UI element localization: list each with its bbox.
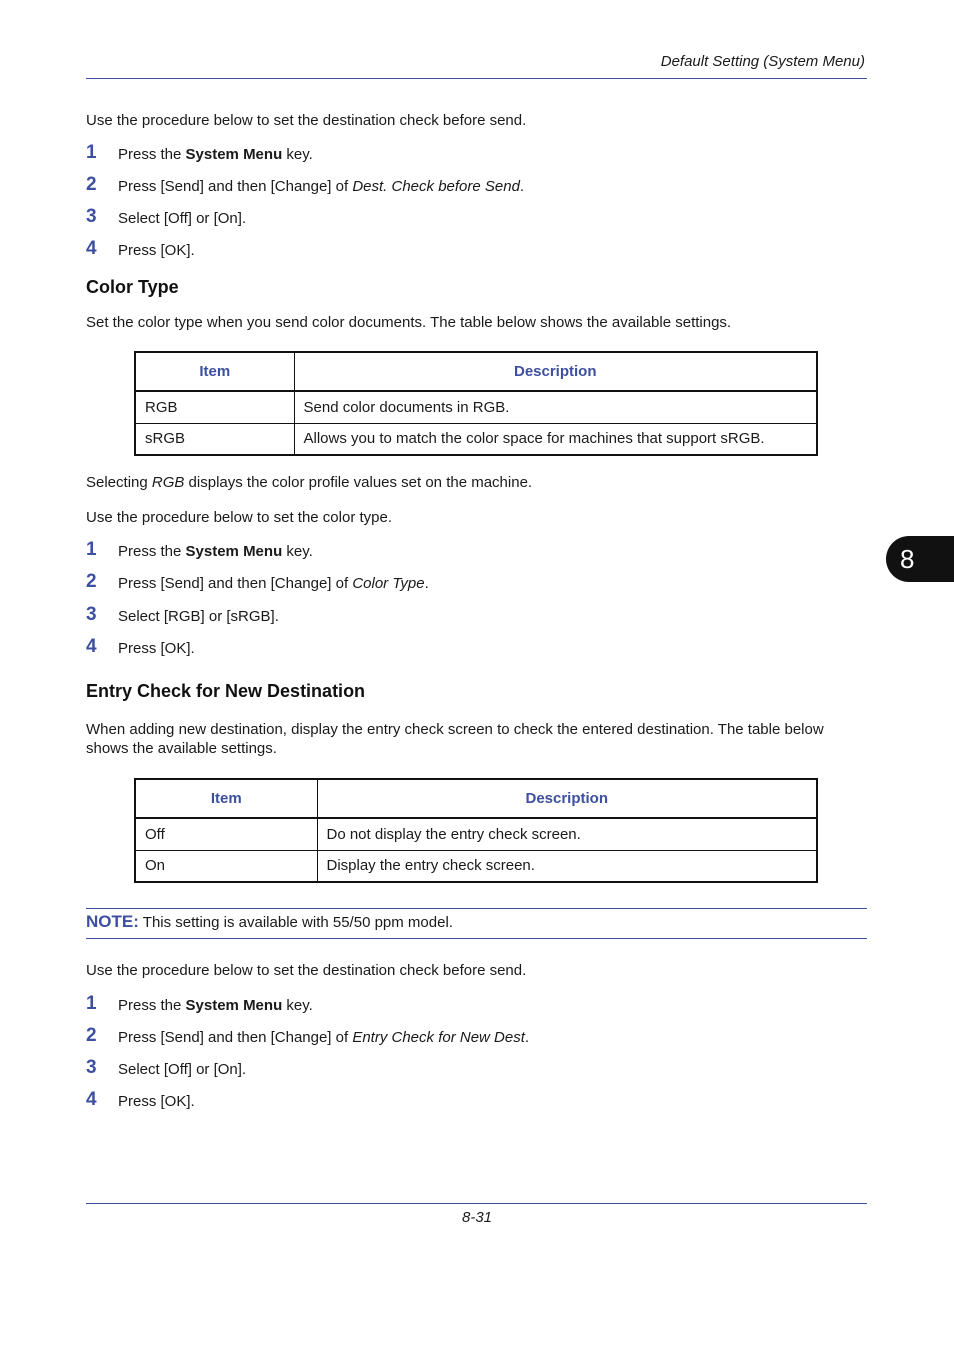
entry-check-table — [134, 778, 818, 883]
step-text: Press [OK]. — [118, 242, 195, 259]
color-type-table — [134, 351, 818, 456]
column-header-description: Description — [294, 352, 817, 391]
rgb-note-paragraph: Selecting RGB displays the color profile values set on the machine. — [86, 474, 533, 491]
step-text: Press the System Menu key. — [118, 997, 313, 1014]
column-header-item: Item — [135, 779, 317, 818]
step-number: 3 — [86, 604, 97, 625]
step-number: 4 — [86, 1089, 97, 1110]
column-header-description: Description — [317, 779, 817, 818]
step-text: Press [Send] and then [Change] of Color Type. — [118, 575, 429, 592]
table-cell-description: Send color documents in RGB. — [294, 391, 817, 423]
entry-check-intro-line-1: When adding new destination, display the entry check screen to check the entered destination. The table below — [86, 721, 824, 738]
section-heading-color-type: Color Type — [86, 277, 179, 297]
step-text: Press [OK]. — [118, 1093, 195, 1110]
table-header-row — [135, 352, 817, 391]
step-number: 4 — [86, 238, 97, 259]
chapter-tab — [886, 536, 954, 582]
note-text: This setting is available with 55/50 ppm model. — [138, 914, 453, 931]
table-row — [135, 423, 817, 455]
column-header-item: Item — [135, 352, 294, 391]
note-top-rule — [86, 908, 867, 909]
table-cell-description: Allows you to match the color space for machines that support sRGB. — [294, 423, 817, 455]
table-cell-description: Do not display the entry check screen. — [317, 818, 817, 850]
table-cell-item: On — [135, 850, 317, 882]
step-text: Press [Send] and then [Change] of Entry Check for New Dest. — [118, 1029, 530, 1046]
step-text: Press the System Menu key. — [118, 146, 313, 163]
table-row — [135, 818, 817, 850]
step-number: 2 — [86, 1025, 97, 1046]
footer-rule — [86, 1203, 867, 1204]
page-number: 8-31 — [461, 1209, 493, 1226]
step-number: 2 — [86, 174, 97, 195]
step-number: 1 — [86, 142, 97, 163]
table-row — [135, 391, 817, 423]
header-rule — [86, 78, 867, 79]
chapter-number: 8 — [900, 544, 915, 574]
step-text: Press the System Menu key. — [118, 543, 313, 560]
step-text: Select [Off] or [On]. — [118, 210, 247, 227]
step-number: 1 — [86, 993, 97, 1014]
step-number: 3 — [86, 1057, 97, 1078]
entry-check-procedure-intro: Use the procedure below to set the destination check before send. — [86, 962, 527, 979]
table-row — [135, 850, 817, 882]
note-bottom-rule — [86, 938, 867, 939]
step-text: Press [OK]. — [118, 640, 195, 657]
color-type-procedure-intro: Use the procedure below to set the color type. — [86, 509, 393, 526]
step-number: 2 — [86, 571, 97, 592]
step-number: 4 — [86, 636, 97, 657]
step-number: 1 — [86, 539, 97, 560]
note-label: NOTE: — [86, 912, 139, 931]
step-text: Press [Send] and then [Change] of Dest. Check before Send. — [118, 178, 525, 195]
running-header: Default Setting (System Menu) — [660, 53, 865, 70]
note-box — [86, 912, 453, 932]
table-cell-description: Display the entry check screen. — [317, 850, 817, 882]
section-heading-entry-check: Entry Check for New Destination — [86, 681, 366, 701]
step-text: Select [RGB] or [sRGB]. — [118, 608, 279, 625]
entry-check-intro-line-2: shows the available settings. — [86, 740, 277, 757]
table-cell-item: sRGB — [135, 423, 294, 455]
intro-paragraph: Use the procedure below to set the destination check before send. — [86, 112, 527, 129]
color-type-intro: Set the color type when you send color documents. The table below shows the available settings. — [86, 314, 732, 331]
table-cell-item: RGB — [135, 391, 294, 423]
table-header-row — [135, 779, 817, 818]
step-text: Select [Off] or [On]. — [118, 1061, 247, 1078]
table-cell-item: Off — [135, 818, 317, 850]
step-number: 3 — [86, 206, 97, 227]
